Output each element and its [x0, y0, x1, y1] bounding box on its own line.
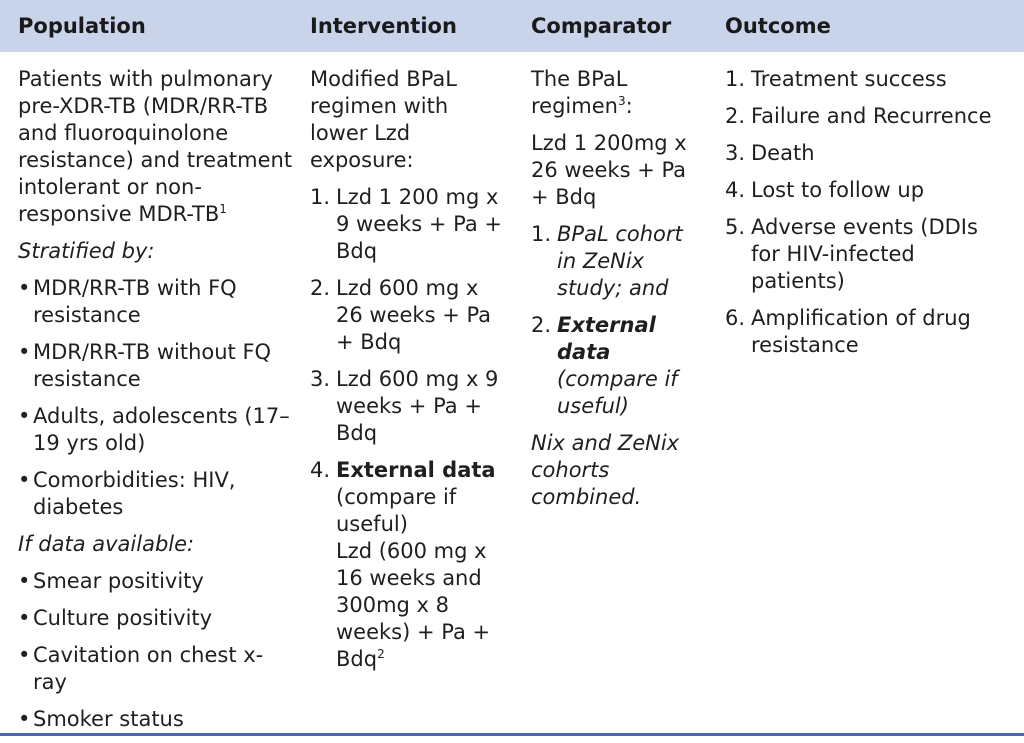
comparator-column [531, 66, 691, 521]
list-item: • Comorbidities: HIV, diabetes [18, 467, 293, 521]
comparator-list [531, 221, 691, 420]
list-item: 3. Death [725, 141, 815, 165]
list-item: 2. Lzd 600 mg x 26 weeks + Pa + Bdq [310, 276, 492, 354]
list-item: 2. External data (compare if useful) [531, 313, 678, 418]
intervention-list [310, 184, 510, 673]
table-bottom-rule [0, 733, 1024, 736]
intervention-intro: Modified BPaL regimen with lower Lzd exposure: [310, 67, 457, 172]
intervention-column [310, 66, 510, 683]
comparator-dose: Lzd 1 200mg x 26 weeks + Pa + Bdq [531, 131, 687, 209]
comparator-intro: The BPaL regimen$^3$: [531, 67, 633, 118]
list-item: 1. Treatment success [725, 67, 947, 91]
list-item: • Adults, adolescents (17–19 yrs old) [18, 403, 293, 457]
list-item: • Smoker status [18, 706, 293, 733]
list-item: • Cavitation on chest x-ray [18, 642, 293, 696]
header-outcome: Outcome [725, 14, 831, 38]
if-data-label: If data available: [18, 532, 195, 556]
if-data-list [18, 568, 293, 733]
stratified-list [18, 275, 293, 521]
population-intro: Patients with pulmonary pre-XDR-TB (MDR/RR-TB and fluoroquinolone resistance) and treatment intolerant or non-responsive MDR-$TB^1$ [18, 67, 293, 226]
list-item: 1. Lzd 1 200 mg x 9 weeks + Pa + Bdq [310, 185, 502, 263]
list-item: • Culture positivity [18, 605, 293, 632]
list-item: 6. Amplification of drug resistance [725, 306, 971, 357]
list-item: 5. Adverse events (DDIs for HIV-infected patients) [725, 215, 978, 293]
comparator-footer: Nix and ZeNix cohorts combined. [531, 431, 680, 509]
outcome-column [725, 66, 1010, 369]
list-item: • MDR/RR-TB without FQ resistance [18, 339, 293, 393]
outcome-list [725, 66, 1010, 359]
list-item: 1. BPaL cohort in ZeNix study; and [531, 222, 683, 300]
list-item: • Smear positivity [18, 568, 293, 595]
population-column [18, 66, 293, 743]
list-item: 2. Failure and Recurrence [725, 104, 992, 128]
list-item: • MDR/RR-TB with FQ resistance [18, 275, 293, 329]
list-item: 4. Lost to follow up [725, 178, 925, 202]
header-comparator: Comparator [531, 14, 672, 38]
list-item: 3. Lzd 600 mg x 9 weeks + Pa + Bdq [310, 367, 499, 445]
list-item: 4. External data (compare if useful) Lzd (600 mg x 16 weeks and 300mg x 8 weeks) + Pa + Bdq$^2$ [310, 458, 496, 671]
header-intervention: Intervention [310, 14, 457, 38]
header-population: Population [18, 14, 146, 38]
stratified-label: Stratified by: [18, 239, 155, 263]
table-header-row [0, 0, 1024, 52]
